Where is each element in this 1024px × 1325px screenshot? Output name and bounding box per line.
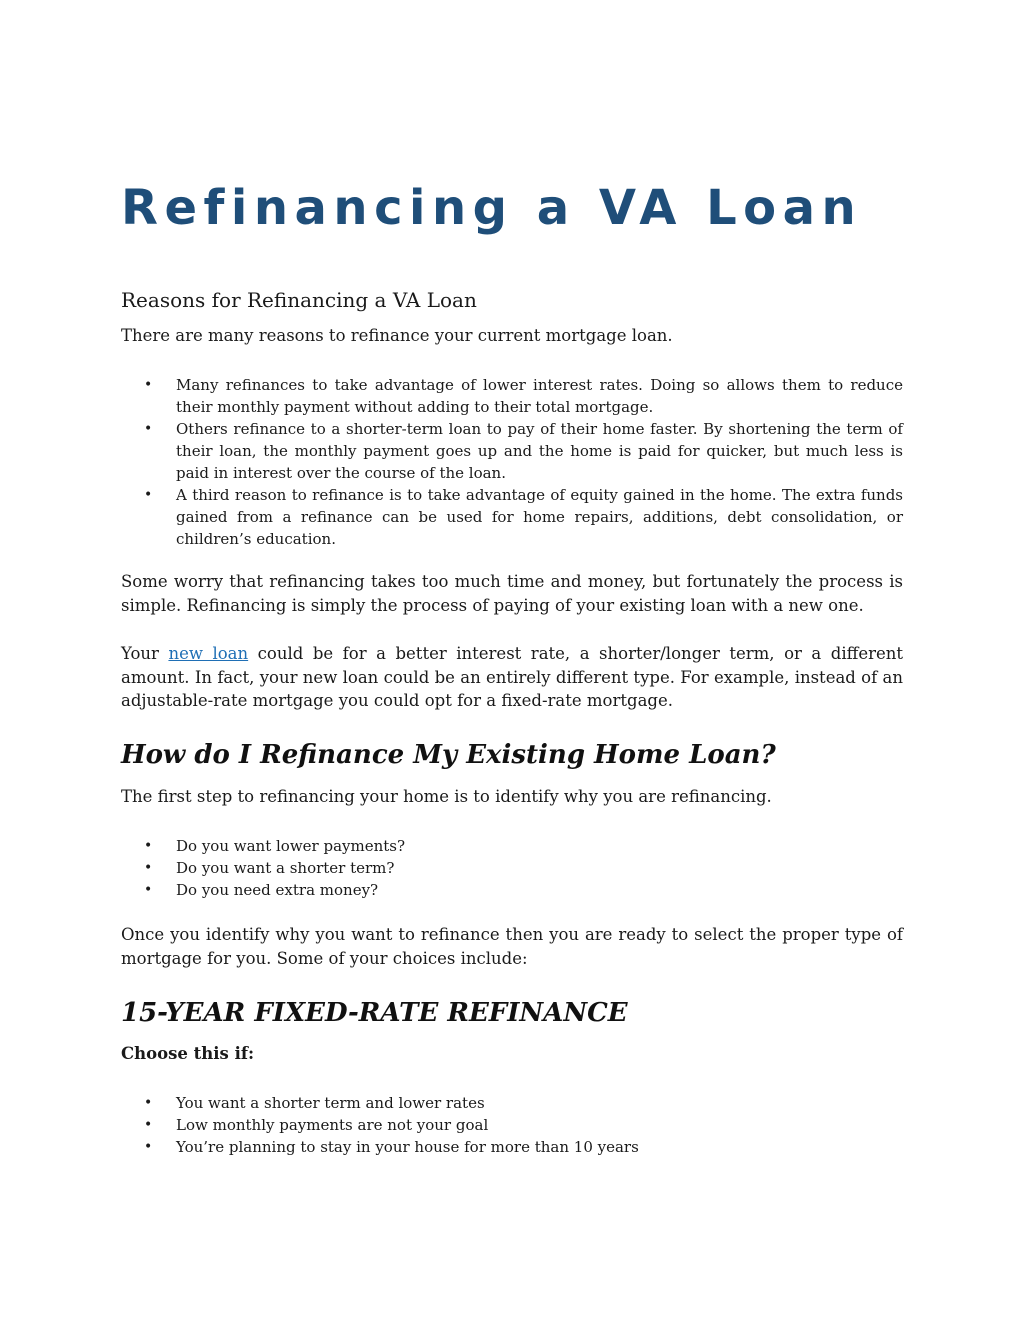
section-heading-reasons: Reasons for Refinancing a VA Loan — [121, 288, 477, 312]
list-item: • A third reason to refinance is to take advantage of equity gained in the home. The extra funds gained from a refinance can be used for home repairs, additions, debt consolidation, or children’s education. — [144, 486, 903, 548]
bullet-icon: • — [144, 860, 153, 876]
bullet-icon: • — [144, 421, 153, 437]
list-item: • Many refinances to take advantage of lower interest rates. Doing so allows them to reduce their monthly payment without adding to their total mortgage. — [144, 376, 903, 416]
choose-label: Choose this if: — [121, 1044, 255, 1063]
list-item: • Do you need extra money? — [144, 881, 379, 899]
list-item: • Others refinance to a shorter-term loan to pay of their home faster. By shortening the term of their loan, the monthly payment goes up and the home is paid for quicker, but much less is paid in interest over the course of the loan. — [144, 420, 903, 482]
worry-paragraph: Some worry that refinancing takes too much time and money, but fortunately the process is simple. Refinancing is simply the process of paying of your existing loan with a new one. — [121, 572, 903, 615]
bullet-icon: • — [144, 838, 153, 854]
choose-list — [121, 1092, 903, 1158]
new-loan-link[interactable]: new loan — [168, 644, 249, 663]
how-intro: The first step to refinancing your home is to identify why you are refinancing. — [121, 787, 772, 806]
bullet-icon: • — [144, 377, 153, 393]
bullet-icon: • — [144, 1117, 153, 1133]
bullet-icon: • — [144, 487, 153, 503]
list-item: • You’re planning to stay in your house for more than 10 years — [144, 1138, 639, 1156]
section-heading-15-year: 15-YEAR FIXED-RATE REFINANCE — [121, 998, 628, 1028]
bullet-icon: • — [144, 882, 153, 898]
reasons-list — [121, 374, 903, 550]
choices-paragraph: Once you identify why you want to refinance then you are ready to select the proper type of mortgage for you. Some of your choices include: — [121, 925, 903, 968]
list-item: • You want a shorter term and lower rates — [144, 1094, 485, 1112]
page-title: Refinancing a VA Loan — [121, 180, 863, 236]
section-heading-how: How do I Refinance My Existing Home Loan? — [121, 740, 776, 770]
list-item: • Do you want lower payments? — [144, 837, 406, 855]
bullet-icon: • — [144, 1095, 153, 1111]
bullet-icon: • — [144, 1139, 153, 1155]
list-item: • Do you want a shorter term? — [144, 859, 395, 877]
reasons-intro: There are many reasons to refinance your current mortgage loan. — [121, 326, 673, 345]
new-loan-paragraph: Your new loan could be for a better interest rate, a shorter/longer term, or a different amount. In fact, your new loan could be an entirely different type. For example, instead of an adjustable-rate mortgage you could opt for a fixed-rate mortgage. — [121, 644, 904, 710]
questions-list — [121, 835, 903, 901]
list-item: • Low monthly payments are not your goal — [144, 1116, 489, 1134]
